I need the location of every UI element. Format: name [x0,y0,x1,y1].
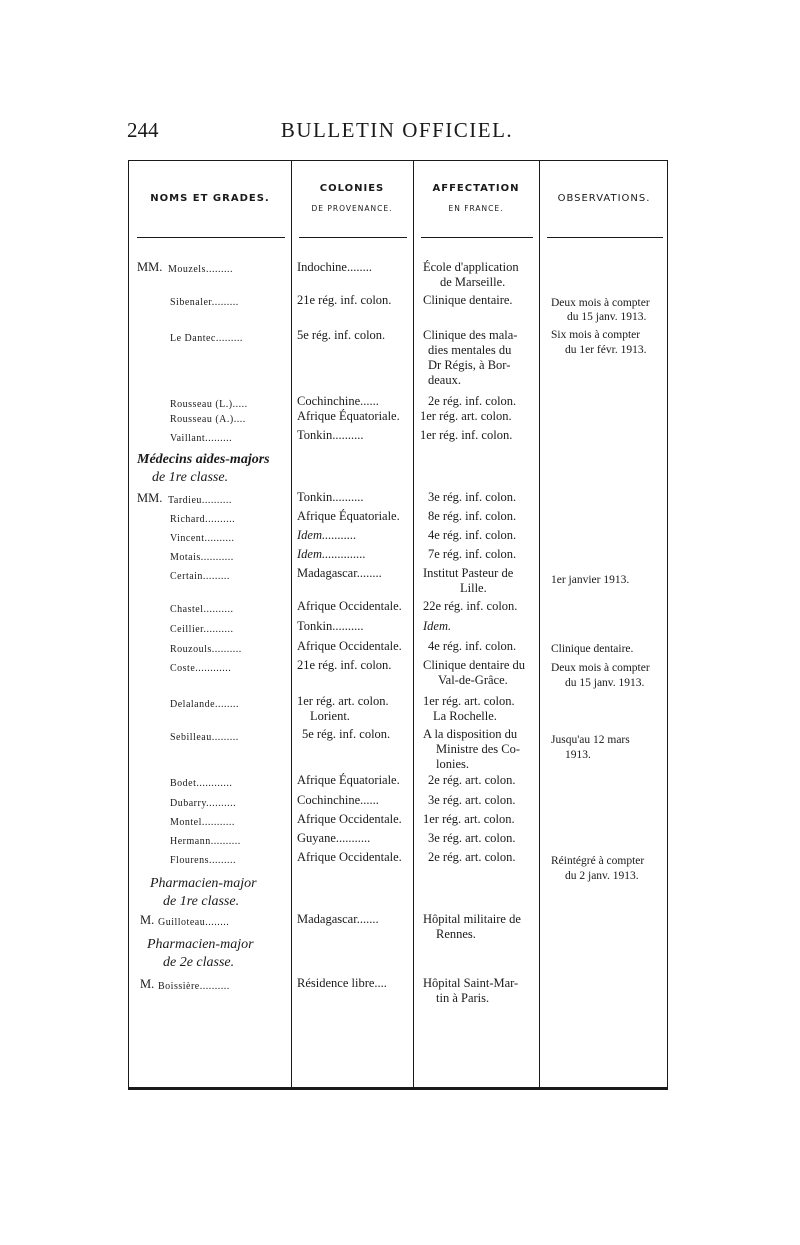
colonie: Lorient. [310,709,350,723]
affectation: École d'application [423,260,519,274]
affectation: Clinique dentaire du [423,658,526,672]
colonie: Afrique Occidentale. [297,639,402,653]
affectation: La Rochelle. [433,709,497,723]
name: Sebilleau......... [170,732,239,743]
affectation: 3e rég. art. colon. [428,831,516,845]
affectation: 3e rég. inf. colon. [428,490,517,504]
affectation: Institut Pasteur de [423,566,514,580]
colonie: Afrique Équatoriale. [297,409,400,423]
colonie: Cochinchine...... [297,793,379,807]
section-heading: de 1re classe. [163,894,240,909]
colonie: Afrique Équatoriale. [297,509,400,523]
colonie: Afrique Occidentale. [297,812,402,826]
colonie: Tonkin.......... [297,428,364,442]
section-heading: Médecins aides-majors [137,452,270,467]
affectation: 22e rég. inf. colon. [423,599,518,613]
affectation: Idem. [423,619,452,633]
affectation: 8e rég. inf. colon. [428,509,517,523]
section-heading: de 1re classe. [152,470,229,485]
name: Tardieu.......... [168,495,232,506]
column-divider [413,161,414,1087]
observation: 1913. [565,749,591,761]
column-divider [291,161,292,1087]
affectation: Hôpital militaire de [423,912,521,926]
header-rule [421,237,533,238]
name: Mouzels......... [168,264,233,275]
name: Dubarry.......... [170,798,237,809]
name: Chastel.......... [170,604,234,615]
name: Certain......... [170,571,230,582]
affectation: Lille. [460,581,487,595]
column-header-affectation: AFFECTATION EN FRANCE. [432,183,520,213]
page-number: 244 [127,118,159,142]
name: Hermann.......... [170,836,241,847]
name: Rousseau (L.)..... [170,399,248,410]
name: Sibenaler......... [170,297,239,308]
affectation: 1er rég. inf. colon. [420,428,513,442]
observation: Jusqu'au 12 mars [551,734,630,746]
name: Vincent.......... [170,533,235,544]
name: Delalande........ [170,699,240,710]
header-rule [547,237,663,238]
name-prefix: MM. [137,491,163,505]
colonie: Tonkin.......... [297,619,364,633]
colonie: Afrique Occidentale. [297,599,402,613]
affectation: 1er rég. art. colon. [420,409,512,423]
observation: du 15 janv. 1913. [565,677,645,689]
observation: Deux mois à compter [551,297,650,309]
affectation: 7e rég. inf. colon. [428,547,517,561]
page-header [127,118,667,142]
colonie: Idem.............. [297,547,366,561]
affectation: Hôpital Saint-Mar- [423,976,519,990]
name: Coste............ [170,663,232,674]
observation: Deux mois à compter [551,662,650,674]
name: Guilloteau........ [158,917,230,928]
name: Rousseau (A.).... [170,414,246,425]
name: Richard.......... [170,514,236,525]
affectation: Clinique dentaire. [423,293,513,307]
name: Vaillant......... [170,433,233,444]
colonie: Idem........... [297,528,357,542]
affectation: tin à Paris. [436,991,490,1005]
column-header-noms: NOMS ET GRADES. [150,193,270,204]
name: Le Dantec......... [170,333,243,344]
affectation: 1er rég. art. colon. [423,694,515,708]
name-prefix: M. [140,913,155,927]
affectation: 1er rég. art. colon. [423,812,515,826]
colonie: Guyane........... [297,831,371,845]
affectation: dies mentales du [428,343,512,357]
colonie: Madagascar........ [297,566,382,580]
observation: du 15 janv. 1913. [567,311,647,323]
affectation: deaux. [428,373,461,387]
colonie: 5e rég. inf. colon. [302,727,391,741]
name: Motais........... [170,552,234,563]
column-header-observations: OBSERVATIONS. [557,193,651,204]
colonie: 21e rég. inf. colon. [297,293,392,307]
colonie: Afrique Équatoriale. [297,773,400,787]
affectation: 4e rég. inf. colon. [428,528,517,542]
affectation: 2e rég. inf. colon. [428,394,517,408]
running-title: BULLETIN OFFICIEL. [280,118,514,142]
affectation: Rennes. [436,927,476,941]
affectation: 2e rég. art. colon. [428,850,516,864]
affectation: Ministre des Co- [436,742,521,756]
name: Rouzouls.......... [170,644,242,655]
name-prefix: MM. [137,260,163,274]
name: Ceillier.......... [170,624,234,635]
header-rule [299,237,407,238]
colonie: Résidence libre.... [297,976,387,990]
name: Montel........... [170,817,235,828]
colonie: 5e rég. inf. colon. [297,328,386,342]
section-heading: Pharmacien-major [147,937,254,952]
column-header-colonies: COLONIES DE PROVENANCE. [311,183,393,213]
colonie: Tonkin.......... [297,490,364,504]
affectation: Val-de-Grâce. [438,673,508,687]
name: Flourens......... [170,855,236,866]
colonie: 1er rég. art. colon. [297,694,389,708]
affectation: 4e rég. inf. colon. [428,639,517,653]
observation: du 1er févr. 1913. [565,344,647,356]
colonie: Indochine........ [297,260,372,274]
affectation: Clinique des mala- [423,328,518,342]
column-divider [539,161,540,1087]
observation: Clinique dentaire. [551,643,634,655]
affectation: lonies. [436,757,469,771]
affectation: Dr Régis, à Bor- [428,358,511,372]
section-heading: de 2e classe. [163,955,235,970]
colonie: Afrique Occidentale. [297,850,402,864]
name-prefix: M. [140,977,155,991]
name: Boissière.......... [158,981,230,992]
colonie: Madagascar....... [297,912,379,926]
observation: du 2 janv. 1913. [565,870,639,882]
colonie: Cochinchine...... [297,394,379,408]
header-rule [137,237,285,238]
observation: Six mois à compter [551,329,641,341]
colonie: 21e rég. inf. colon. [297,658,392,672]
affectation: 3e rég. art. colon. [428,793,516,807]
affectation: de Marseille. [440,275,506,289]
section-heading: Pharmacien-major [150,876,257,891]
affectation: 2e rég. art. colon. [428,773,516,787]
name: Bodet............ [170,778,233,789]
observation: Réintégré à compter [551,855,645,867]
observation: 1er janvier 1913. [551,574,630,586]
affectation: A la disposition du [423,727,518,741]
